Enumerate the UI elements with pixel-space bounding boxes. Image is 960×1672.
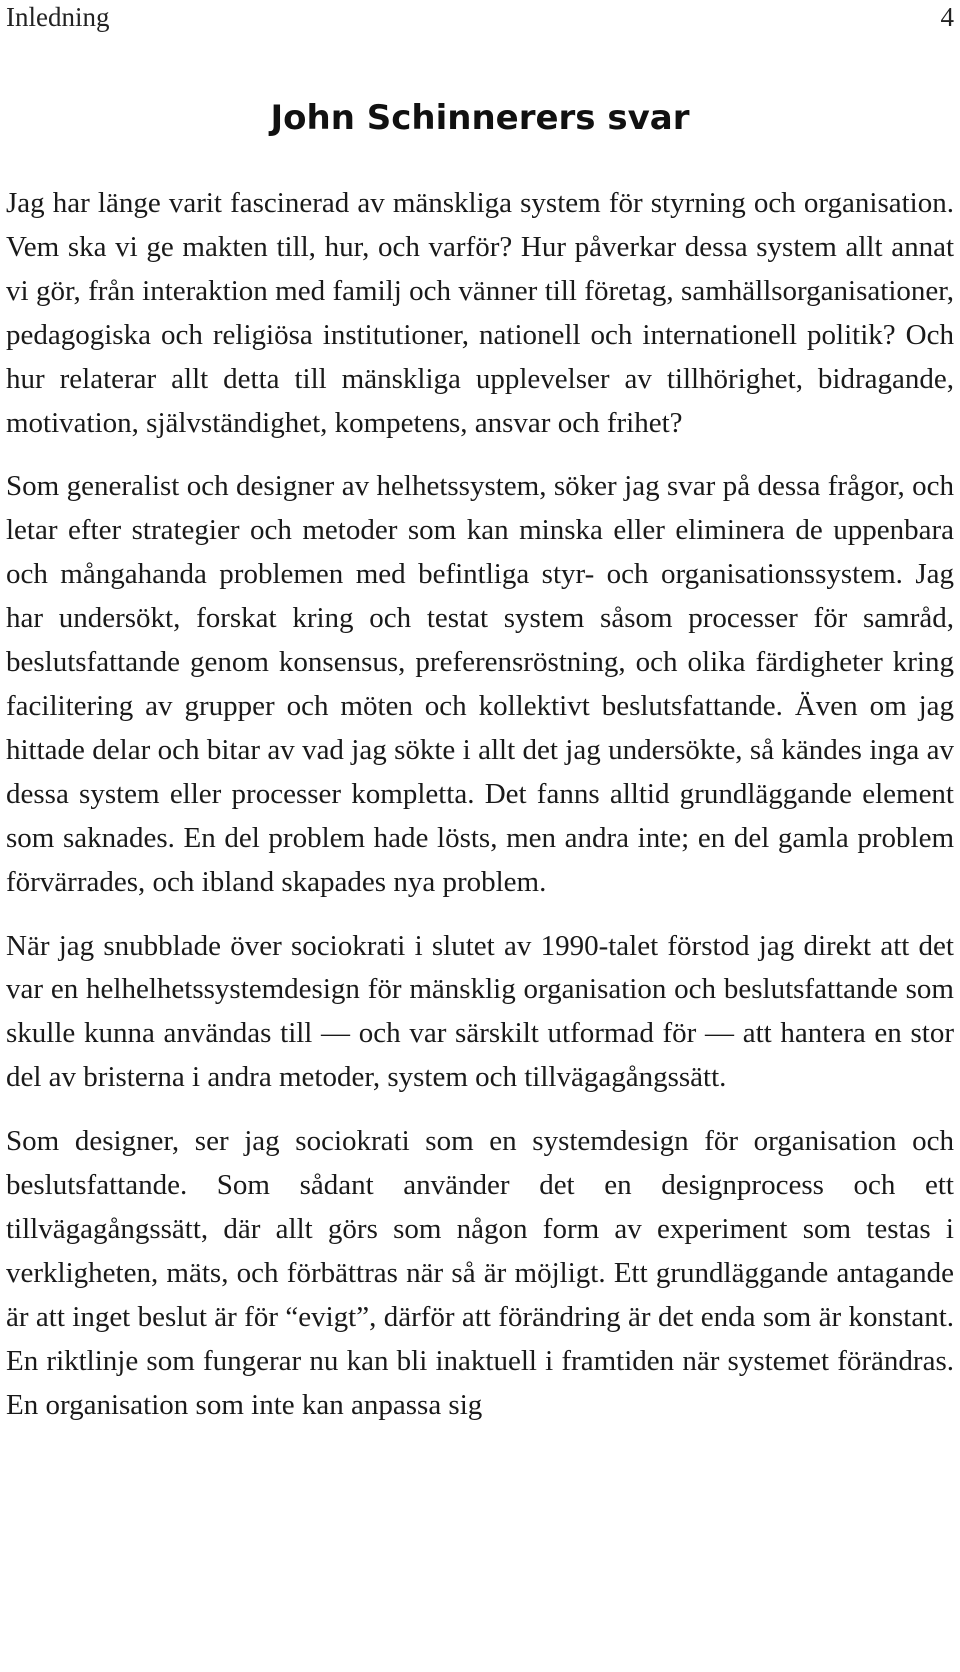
paragraph: Som designer, ser jag sociokrati som en systemdesign för organisation och beslutsfattande. Som sådant använder det en designprocess och ett tillvägagångssätt, där allt görs som någon form av experiment som testas i verkligheten, mäts, och förbättras när så är möjligt. Ett grundläggande antagande är att inget beslut är för “evigt”, därför att förändring är det enda som är konstant. En riktlinje som fungerar nu kan bli inaktuell i framtiden när systemet förändras. En organisation som inte kan anpassa sig [6,1125,954,1421]
paragraph: När jag snubblade över sociokrati i slutet av 1990-talet förstod jag direkt att det var en helhelhetssystemdesign för mänsklig organisation och beslutsfattande som skulle kunna användas till — och var särskilt utformad för — att hantera en stor del av bristerna i andra metoder, system och tillvägagångssätt. [6,929,954,1094]
chapter-title: John Schinnerers svar [270,98,690,138]
page-number: 4 [940,2,954,32]
paragraph: Som generalist och designer av helhetssystem, söker jag svar på dessa frågor, och letar efter strategier och metoder som kan minska eller eliminera de uppenbara och mångahanda problemen med befintliga styr- och organisationssystem. Jag har undersökt, forskat kring och testat system såsom processer för samråd, beslutsfattande genom konsensus, preferensröstning, och olika färdigheter kring facilitering av grupper och möten och kollektivt beslutsfattande. Även om jag hittade delar och bitar av vad jag sökte i allt det jag undersökte, så kändes inga av dessa system eller processer kompletta. Det fanns alltid grundläggande element som saknades. En del problem hade lösts, men andra inte; en del gamla problem förvärrades, och ibland skapades nya problem. [6,470,954,898]
section-name: Inledning [6,2,110,32]
paragraph: Jag har länge varit fascinerad av mänskliga system för styrning och organisation. Vem ska vi ge makten till, hur, och varför? Hur påverkar dessa system allt annat vi gör, från interaktion med familj och vänner till företag, samhällsorganisationer, pedagogiska och religiösa institutioner, nationell och internationell politik? Och hur relaterar allt detta till mänskliga upplevelser av tillhörighet, bidragande, motivation, självständighet, kompetens, ansvar och frihet? [6,187,954,439]
running-header [6,0,954,36]
body-text [6,182,954,1447]
